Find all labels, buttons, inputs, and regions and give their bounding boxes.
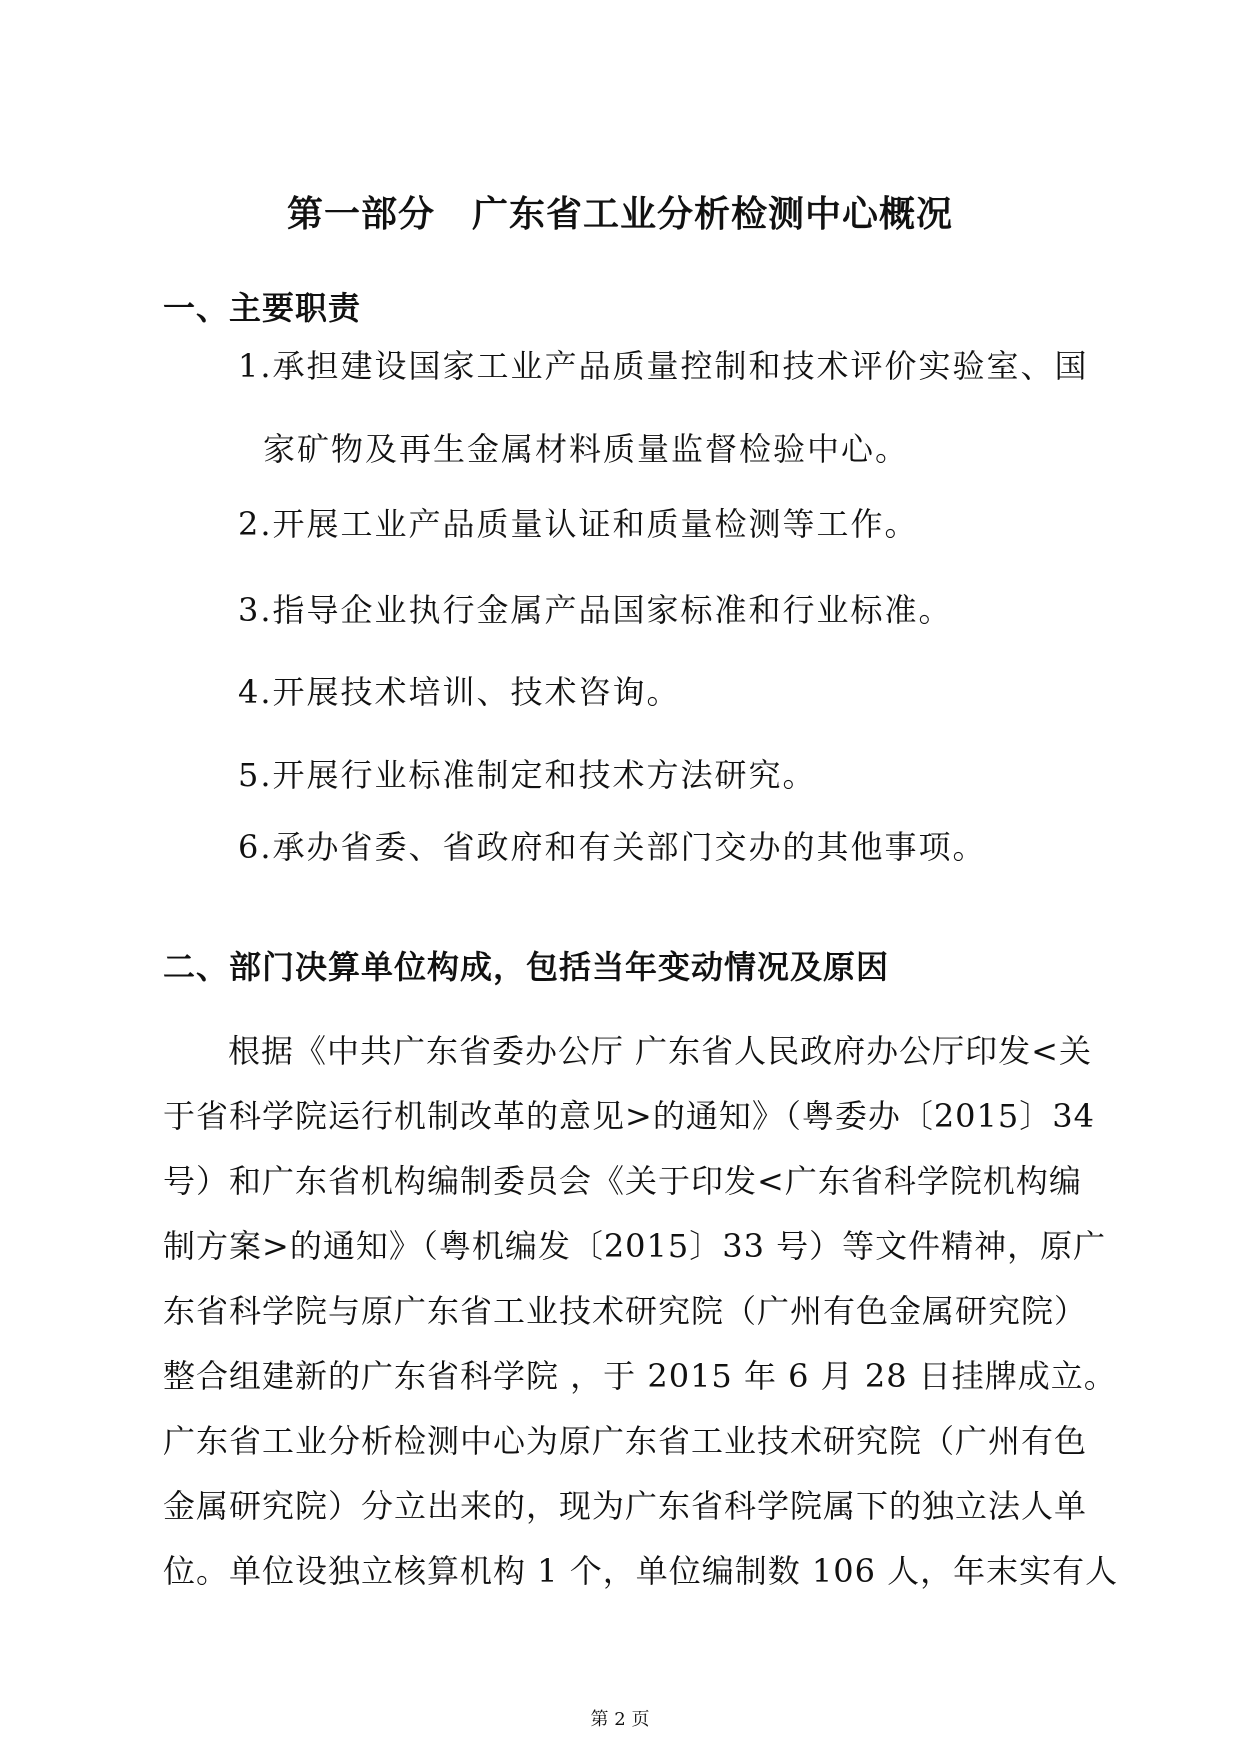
duty-item-5: 5.开展行业标准制定和技术方法研究。 [238, 756, 817, 794]
paragraph-line: 广东省工业分析检测中心为原广东省工业技术研究院（广州有色 [163, 1422, 1088, 1460]
duty-item-3: 3.指导企业执行金属产品国家标准和行业标准。 [238, 591, 953, 629]
paragraph-line: 整合组建新的广东省科学院 ，于 2015 年 6 月 28 日挂牌成立。 [163, 1357, 1117, 1395]
paragraph-line: 位。单位设独立核算机构 1 个，单位编制数 106 人，年末实有人 [163, 1552, 1119, 1590]
paragraph-line: 制方案>的通知》（粤机编发〔2015〕33 号）等文件精神，原广 [163, 1227, 1107, 1265]
paragraph-line: 金属研究院）分立出来的，现为广东省科学院属下的独立法人单 [163, 1487, 1088, 1525]
paragraph-line: 根据《中共广东省委办公厅 广东省人民政府办公厅印发<关 [228, 1032, 1092, 1070]
page-title: 第一部分 广东省工业分析检测中心概况 [286, 194, 953, 235]
duty-item-1: 1.承担建设国家工业产品质量控制和技术评价实验室、国 [238, 347, 1089, 385]
page-number: 第 2 页 [590, 1709, 650, 1730]
section-heading-main-duties: 一、主要职责 [163, 289, 362, 327]
section-heading-unit-composition: 二、部门决算单位构成，包括当年变动情况及原因 [163, 948, 890, 986]
paragraph-line: 于省科学院运行机制改革的意见>的通知》（粤委办〔2015〕34 [163, 1097, 1095, 1135]
duty-item-1-continued: 家矿物及再生金属材料质量监督检验中心。 [263, 430, 910, 468]
duty-item-2: 2.开展工业产品质量认证和质量检测等工作。 [238, 505, 919, 543]
duty-item-6: 6.承办省委、省政府和有关部门交办的其他事项。 [238, 828, 987, 866]
paragraph-line: 东省科学院与原广东省工业技术研究院（广州有色金属研究院） [163, 1292, 1088, 1330]
paragraph-line: 号）和广东省机构编制委员会《关于印发<广东省科学院机构编 [163, 1162, 1082, 1200]
duty-item-4: 4.开展技术培训、技术咨询。 [238, 673, 681, 711]
